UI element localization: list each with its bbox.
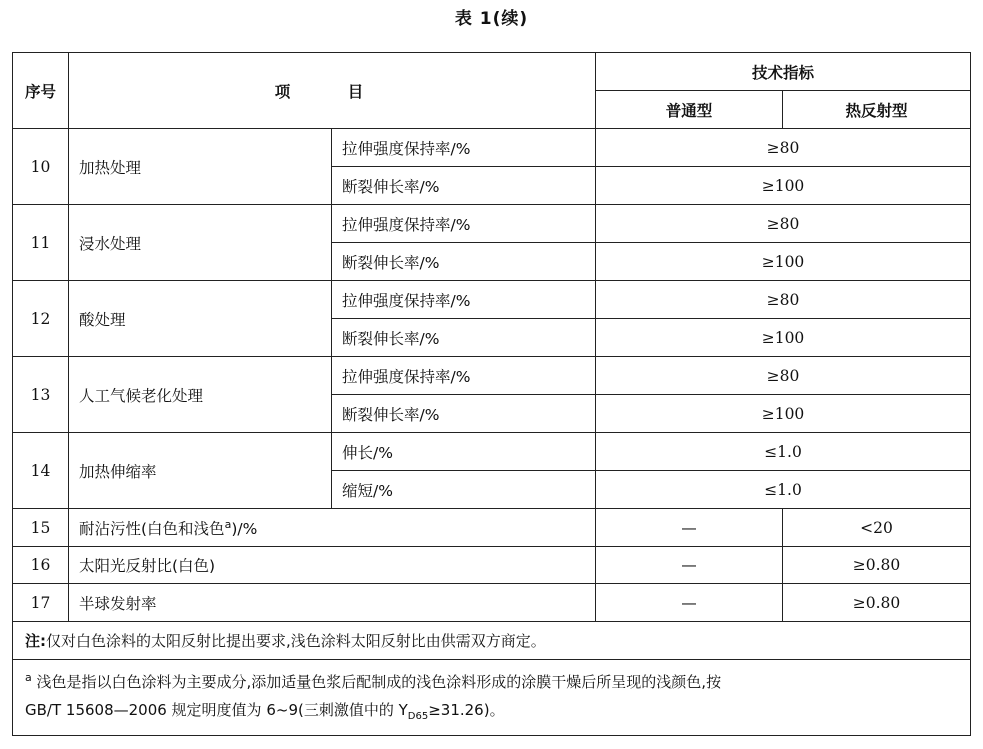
table-row — [13, 547, 971, 584]
row-value: ≥80 — [596, 281, 971, 319]
row-subitem: 断裂伸长率/% — [332, 167, 596, 205]
row-value: ≥100 — [596, 167, 971, 205]
row-normal-value: — — [596, 547, 783, 584]
row-normal-value: — — [596, 509, 783, 547]
row-number: 13 — [13, 357, 69, 433]
row-number: 16 — [13, 547, 69, 584]
row-item: 浸水处理 — [69, 205, 332, 281]
row-number: 15 — [13, 509, 69, 547]
row-subitem: 拉伸强度保持率/% — [332, 205, 596, 243]
specification-table — [12, 52, 971, 736]
footnote-text-line2-end: ≥31.26)。 — [428, 701, 505, 719]
row-subitem: 断裂伸长率/% — [332, 243, 596, 281]
row-number: 10 — [13, 129, 69, 205]
table-footnote — [13, 660, 971, 736]
table-row — [13, 509, 971, 547]
row-item: 半球发射率 — [69, 584, 596, 622]
header-item-label: 项 目 — [274, 82, 390, 101]
footnote-text-line1: 浅色是指以白色涂料为主要成分,添加适量色浆后配制成的浅色涂料形成的涂膜干燥后所呈现的浅颜色,按 — [36, 673, 722, 691]
row-subitem: 断裂伸长率/% — [332, 395, 596, 433]
row-item-unit: )/% — [231, 519, 258, 538]
row-item-text: 耐沾污性(白色和浅色 — [79, 519, 225, 538]
header-item — [69, 53, 596, 129]
row-number: 14 — [13, 433, 69, 509]
header-tech-index: 技术指标 — [596, 53, 971, 91]
footnote-mark: a — [224, 517, 232, 531]
row-value: ≥100 — [596, 395, 971, 433]
footnote-mark: a — [25, 671, 32, 684]
row-number: 12 — [13, 281, 69, 357]
table-row — [13, 205, 971, 243]
row-value: ≤1.0 — [596, 433, 971, 471]
row-item: 加热伸缩率 — [69, 433, 332, 509]
row-subitem: 伸长/% — [332, 433, 596, 471]
row-value: ≤1.0 — [596, 471, 971, 509]
row-value: ≥80 — [596, 205, 971, 243]
row-subitem: 拉伸强度保持率/% — [332, 129, 596, 167]
row-value: ≥100 — [596, 243, 971, 281]
note-text: 仅对白色涂料的太阳反射比提出要求,浅色涂料太阳反射比由供需双方商定。 — [46, 631, 546, 650]
row-subitem: 缩短/% — [332, 471, 596, 509]
row-value: ≥100 — [596, 319, 971, 357]
row-item: 太阳光反射比(白色) — [69, 547, 596, 584]
note-label: 注: — [25, 631, 46, 650]
header-reflective-type: 热反射型 — [783, 91, 971, 129]
row-subitem: 拉伸强度保持率/% — [332, 281, 596, 319]
footnote-row — [13, 660, 971, 736]
row-reflective-value: ≥0.80 — [783, 547, 971, 584]
header-seq: 序号 — [13, 53, 69, 129]
row-reflective-value: <20 — [783, 509, 971, 547]
table-row — [13, 129, 971, 167]
row-value: ≥80 — [596, 357, 971, 395]
row-number: 11 — [13, 205, 69, 281]
row-normal-value: — — [596, 584, 783, 622]
table-row — [13, 433, 971, 471]
note-row — [13, 622, 971, 660]
row-item: 加热处理 — [69, 129, 332, 205]
row-item — [69, 509, 596, 547]
table-row — [13, 281, 971, 319]
table-row — [13, 584, 971, 622]
header-normal-type: 普通型 — [596, 91, 783, 129]
footnote-text-line2: GB/T 15608—2006 规定明度值为 6~9(三刺激值中的 Y — [25, 701, 408, 719]
row-reflective-value: ≥0.80 — [783, 584, 971, 622]
table-caption: 表 1(续) — [454, 9, 529, 29]
header-row — [13, 53, 971, 91]
row-item: 人工气候老化处理 — [69, 357, 332, 433]
row-item: 酸处理 — [69, 281, 332, 357]
footnote-subscript: D65 — [407, 711, 429, 722]
row-subitem: 拉伸强度保持率/% — [332, 357, 596, 395]
table-note — [13, 622, 971, 660]
row-subitem: 断裂伸长率/% — [332, 319, 596, 357]
row-value: ≥80 — [596, 129, 971, 167]
row-number: 17 — [13, 584, 69, 622]
table-row — [13, 357, 971, 395]
